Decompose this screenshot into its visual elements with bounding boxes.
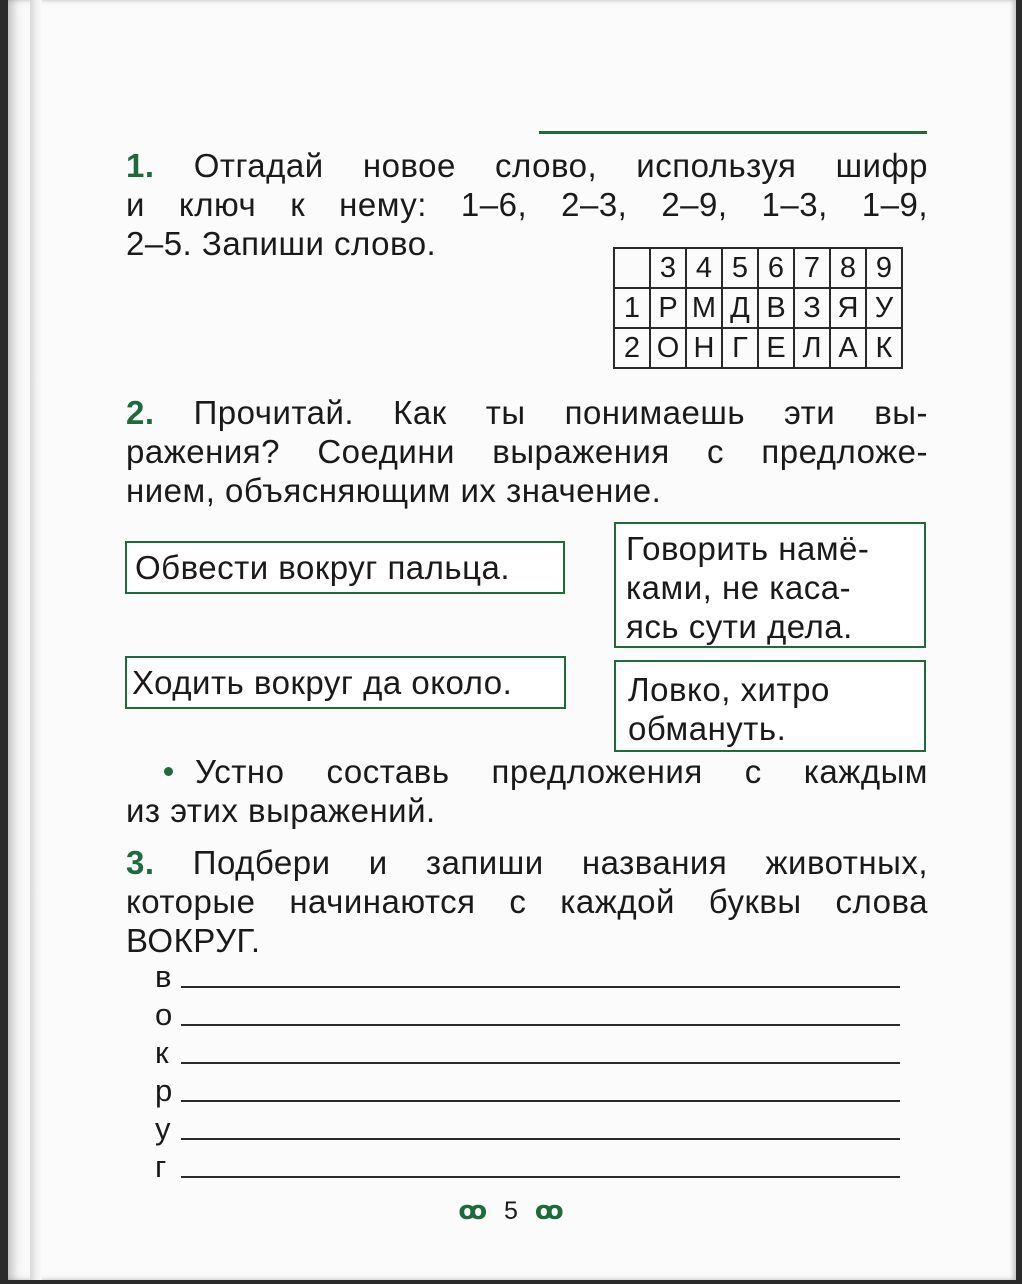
task-1-number: 1.	[126, 147, 155, 184]
task-1-line-3: 2–5. Запиши слово.	[126, 225, 437, 262]
header-green-rule	[539, 131, 927, 134]
answer-row-o[interactable]	[155, 996, 900, 1034]
cipher-cell: 4	[686, 248, 722, 288]
task-2-bullet	[126, 752, 928, 830]
task-3-number: 3.	[126, 844, 155, 881]
cipher-row-2	[614, 328, 902, 368]
right-ornament-icon: ꝏ	[534, 1195, 564, 1225]
answer-letter: г	[155, 1149, 167, 1184]
task-2-line-3: нием, объясняющим их значение.	[126, 472, 662, 509]
task-3-line-3: ВОКРУГ.	[126, 922, 261, 959]
answer-rule[interactable]	[181, 1062, 900, 1064]
task-2-line-2: ражения? Соедини выражения с предложе-	[126, 433, 928, 470]
answer-row-r[interactable]	[155, 1072, 900, 1110]
expression-box-2[interactable]	[125, 656, 566, 709]
cipher-cell: 5	[722, 248, 758, 288]
answer-letter: о	[155, 997, 173, 1032]
answer-letter: у	[155, 1111, 171, 1146]
answer-letter: в	[155, 959, 172, 994]
answer-row-v[interactable]	[155, 958, 900, 996]
cipher-cell: Я	[830, 288, 866, 328]
answer-row-u[interactable]	[155, 1110, 900, 1148]
cipher-cell: Е	[758, 328, 794, 368]
expression-text-1: Обвести вокруг пальца.	[135, 549, 511, 586]
cipher-cell: 1	[614, 288, 650, 328]
answer-rule[interactable]	[181, 1138, 900, 1140]
answer-letter: р	[155, 1073, 173, 1108]
task-3-line-1: Подбери и запиши названия животных,	[192, 844, 928, 881]
cipher-cell: 9	[866, 248, 902, 288]
answer-rule[interactable]	[181, 1176, 900, 1178]
expression-box-1[interactable]	[125, 541, 565, 594]
cipher-cell: К	[866, 328, 902, 368]
task-1-line-1: Отгадай новое слово, используя шифр	[193, 147, 928, 184]
cipher-cell: Д	[722, 288, 758, 328]
answer-row-g[interactable]	[155, 1148, 900, 1186]
cipher-cell: А	[830, 328, 866, 368]
cipher-cell: У	[866, 288, 902, 328]
page-number: 5	[504, 1197, 518, 1225]
answer-rule[interactable]	[181, 1100, 900, 1102]
meaning-2-line-1: Ловко, хитро	[628, 671, 830, 708]
task-3-line-2: которые начинаются с каждой буквы слова	[126, 883, 928, 920]
expression-text-2: Ходить вокруг да около.	[132, 664, 513, 701]
cipher-header-row	[614, 248, 902, 288]
answer-row-k[interactable]	[155, 1034, 900, 1072]
meaning-box-1[interactable]	[614, 522, 926, 648]
bullet-line-1: Устно составь предложения с каждым	[195, 753, 928, 790]
cipher-cell: Л	[794, 328, 830, 368]
cipher-cell: Н	[686, 328, 722, 368]
meaning-1-line-2: ками, не каса-	[626, 569, 852, 606]
cipher-cell: З	[794, 288, 830, 328]
task-2-number: 2.	[126, 394, 155, 431]
meaning-box-2[interactable]	[614, 660, 926, 752]
task-2-text	[126, 393, 928, 510]
cipher-cell: 3	[650, 248, 686, 288]
task-1-line-2: и ключ к нему: 1–6, 2–3, 2–9, 1–3, 1–9,	[126, 186, 928, 223]
cipher-table	[613, 247, 903, 369]
meaning-1-line-3: ясь сути дела.	[626, 608, 853, 645]
task-2-line-1: Прочитай. Как ты понимаешь эти вы-	[193, 394, 928, 431]
cipher-cell: 8	[830, 248, 866, 288]
answer-rule[interactable]	[181, 986, 900, 988]
cipher-cell: Р	[650, 288, 686, 328]
answer-letter: к	[155, 1035, 169, 1070]
task-3-text	[126, 843, 928, 960]
bullet-dot	[164, 767, 173, 776]
cipher-row-1	[614, 288, 902, 328]
cipher-cell: 7	[794, 248, 830, 288]
cipher-cell: Г	[722, 328, 758, 368]
page-footer	[0, 1195, 1022, 1226]
task-1-text	[126, 146, 928, 263]
cipher-cell: О	[650, 328, 686, 368]
page-spine-shadow	[30, 0, 42, 1280]
cipher-cell: 6	[758, 248, 794, 288]
meaning-1-line-1: Говорить намё-	[626, 530, 870, 567]
cipher-cell: М	[686, 288, 722, 328]
answer-rule[interactable]	[181, 1024, 900, 1026]
bullet-line-2: из этих выражений.	[126, 792, 436, 829]
cipher-cell: 2	[614, 328, 650, 368]
left-ornament-icon: ꝏ	[458, 1195, 488, 1225]
cipher-cell	[614, 248, 650, 288]
cipher-cell: В	[758, 288, 794, 328]
meaning-2-line-2: обмануть.	[628, 710, 787, 747]
